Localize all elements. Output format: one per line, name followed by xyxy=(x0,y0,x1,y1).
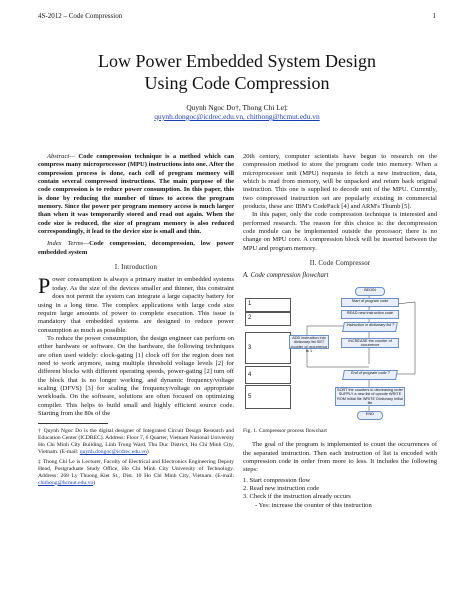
flow-add: ADD instruction into dictionary list SET counter of occurrence to 1 xyxy=(290,335,328,354)
abstract-label: Abstract— xyxy=(47,153,76,160)
footnote-2-email[interactable]: chithong@hcmut.edu.vn xyxy=(38,479,94,486)
index-terms xyxy=(38,240,234,257)
flow-increase: INCREASE the counter of occurrence xyxy=(341,338,399,348)
title-line-1: Low Power Embedded System Design xyxy=(98,51,376,71)
subsection-a-heading: A. Code compression flowchart xyxy=(243,272,329,280)
step-item: 3. Check if the instruction already occurs xyxy=(243,493,351,501)
header-left: 4S-2012 – Code Compression xyxy=(38,12,123,20)
intro-p1-text: ower consumption is always a primary matter in embedded systems today. As the size of the devices smaller and thinner, this constraint does not permit the system can integrate a large capacity battery for using in a long time. The complex applications with large code size require large amounts of power to complete execution. This issue is mandatory that embedded systems are designed to reduce power consumption as much as possible. xyxy=(38,276,234,334)
step-label-2: 2 xyxy=(245,312,291,326)
right-column xyxy=(243,153,437,510)
author-block xyxy=(0,103,474,121)
index-terms-text: Code compression, decompression, low power embedded system xyxy=(38,240,234,256)
running-header xyxy=(38,12,436,20)
footnote-1-text: † Quynh Ngoc Do is the digital designer of Integrated Circuit Design Research and Education Center (ICDREC). Address: Floor 7, 6 Quarter, Vietnam National University Ho Chi Minh City Building, Linh Trung Ward, Thu Duc District, Ho Chi Minh City, Vietnam. (E-mail: xyxy=(38,428,234,456)
step-subitem: - Yes: increase the counter of this instruction xyxy=(255,501,372,509)
right-paragraph-1: 20th century, computer scientists have begun to research on the compression method to store the program code into memory. When a microprocessor unit (MPU) requests to fetch a new instruction, data, which is read from memory, will be unpacked and return back original instruction. This one is supplied to decode unit of the MPU. Currently, two compressed instruction set are popularly existing in commercial products, these are: IBM's CodePack [4] and ARM's Thumb [5]. xyxy=(243,153,437,211)
section-2-heading: II. Code Compressor xyxy=(309,260,371,268)
flow-end: END xyxy=(357,411,383,420)
author-emails[interactable]: quynh.dongoc@icdrec.edu.vn, chithong@hcmut.edu.vn xyxy=(154,112,320,121)
footnote-2: ‡ Thong Chi Le is Lecturer, Faculty of Electrical and Electronics Engineering Deputy Head, Postgraduate Study Office, Ho Chi Minh City University of Technology. Address: 268 Ly Thuong Kiet St., Dist. 10 Ho Chi Minh City, Vietnam. (E-mail: chithong@hcmut.edu.vn) xyxy=(38,458,234,486)
flow-start: Start of program code xyxy=(341,298,399,307)
footnote-rule xyxy=(38,423,108,424)
page-number: 1 xyxy=(432,12,436,20)
left-column xyxy=(38,153,234,487)
flow-check: Instruction in dictionary list ? xyxy=(342,322,398,332)
footnote-1: † Quynh Ngoc Do is the digital designer of Integrated Circuit Design Research and Education Center (ICDREC). Address: Floor 7, 6 Quarter, Vietnam National University Ho Chi Minh City Building, Linh Trung Ward, Thu Duc District, Ho Chi Minh City, Vietnam. (E-mail: quynh.dongoc@icdrec.edu.vn) xyxy=(38,428,234,456)
paper-title xyxy=(0,50,474,94)
flowchart-figure xyxy=(243,284,437,424)
footnote-1-email[interactable]: quynh.dongoc@icdrec.edu.vn xyxy=(79,449,147,456)
steps-list xyxy=(243,477,437,510)
step-label-4: 4 xyxy=(245,366,291,384)
flow-read: READ new instruction code xyxy=(341,310,399,319)
step-label-5: 5 xyxy=(245,385,291,409)
flow-end-check: End of program code ? xyxy=(342,370,398,380)
figure-caption: Fig. 1. Compressor process flowchart xyxy=(243,427,327,434)
intro-paragraph-2: To reduce the power consumption, the design engineer can perform on either hardware or software. On the hardware, the following techniques are often used widely: clock-gating [1] clock off for the region does not need to work anymore, using multiple threshold voltage levels [2] for different blocks with different operating speeds, power-gating [2] turn off the block that is no longer working, and dynamic frequency/voltage scaling (DFVS) [3] for scaling the frequency/voltage on appropriate workloads. On the software, solutions are often focused on optimizing compiler. This helps to build small and highly efficient source code. Starting from the 80s of the xyxy=(38,334,234,417)
flow-begin: BEGIN xyxy=(355,287,385,296)
step-item: 2. Read new instruction code xyxy=(243,484,320,492)
intro-paragraph-1 xyxy=(38,273,234,334)
step-item: 1. Start compression flow xyxy=(243,476,311,484)
right-paragraph-2: In this paper, only the code compression technique is interested and performed research. The reason for this choice is: the decompression code module can be implemented outside the processor; there is no change on MPU core. A compression block will be inserted between the MPU and program memory. xyxy=(243,211,437,252)
abstract-text: Code compression technique is a method which can compress many microprocessor (MPU) instructions into one. After the compression process is done, each cell of program memory will contain several compressed instructions. The main purpose of the code compression is to reduce power consumption. In this paper, this is done by reducing the number of times to access the program memory. Since the power per program memory access is much larger than when it was temporarily stored and read out again. When the code size is reduced, the size of program memory is also reduced correspondingly, it lead to the device size is small and thin. xyxy=(38,153,234,236)
step-label-3: 3 xyxy=(245,332,291,364)
step-label-1: 1 xyxy=(245,298,291,312)
drop-cap: P xyxy=(38,273,51,299)
abstract xyxy=(38,153,234,236)
right-paragraph-3: The goal of the program is implemented to count the occurrences of the separated instruction. Then each instruction of list is encoded with compression code in order from more to less. It includes the following steps: xyxy=(243,441,437,474)
flow-sort: SORT the counters in decreasing order SUPPLY a new list of opcode WRITE ROM Initial file WRITE Dictionary Initial file xyxy=(335,387,405,406)
title-line-2: Using Code Compression xyxy=(144,73,330,93)
intro-heading: I. Introduction xyxy=(114,264,158,272)
index-terms-label: Index Terms— xyxy=(47,240,90,248)
footnote-2-text: ‡ Thong Chi Le is Lecturer, Faculty of Electrical and Electronics Engineering Deputy Head, Postgraduate Study Office, Ho Chi Minh City University of Technology. Address: 268 Ly Thuong Kiet St., Dist. 10 Ho Chi Minh City, Vietnam. (E-mail: xyxy=(38,458,234,479)
author-names: Quynh Ngoc Do†, Thong Chi Le‡ xyxy=(186,103,288,112)
